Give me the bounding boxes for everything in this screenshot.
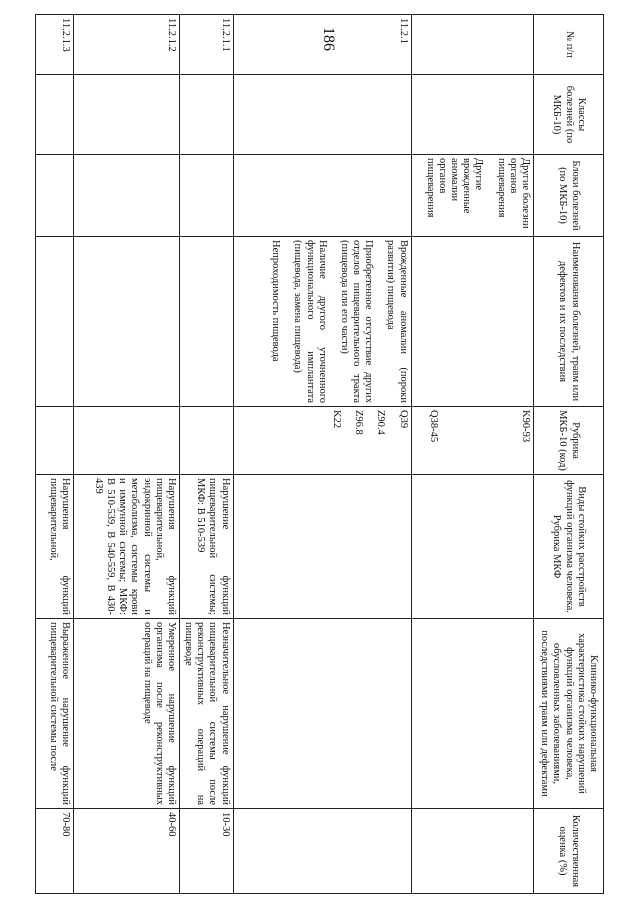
cell-num: 11.2.1.2 xyxy=(73,15,179,75)
header-rubric: Рубрика МКБ-10 (код) xyxy=(534,407,604,475)
block-name: Другие врожденные аномалии органов пищеварения xyxy=(424,158,485,218)
cell-num: 11.2.1.3 xyxy=(35,15,73,75)
cell-names xyxy=(233,237,411,407)
classification-table xyxy=(35,14,604,894)
cell-characteristic xyxy=(233,619,411,809)
cell-num xyxy=(411,15,533,75)
cell-names xyxy=(411,237,533,407)
table-row xyxy=(411,15,533,894)
rubric-code: Z96.8 xyxy=(353,410,365,435)
cell-blocks xyxy=(73,155,179,237)
cell-percent: 10-30 xyxy=(179,809,233,894)
rubric-code: Z90.4 xyxy=(375,410,387,435)
cell-classes xyxy=(233,75,411,155)
cell-blocks xyxy=(179,155,233,237)
cell-percent: 40-60 xyxy=(73,809,179,894)
header-row xyxy=(534,15,604,894)
cell-rubric xyxy=(35,407,73,475)
rubric-code: K90-93 xyxy=(520,410,531,443)
disease-name: Непроходимость пищевода xyxy=(270,240,282,362)
cell-classes xyxy=(35,75,73,155)
table-row xyxy=(233,15,411,894)
header-blocks: Блоки болезней (по МКБ-10) xyxy=(534,155,604,237)
cell-rubric xyxy=(179,407,233,475)
page-number: 186 xyxy=(320,27,337,51)
cell-characteristic xyxy=(411,619,533,809)
rubric-code: Q39 xyxy=(397,410,409,429)
cell-percent xyxy=(411,809,533,894)
table-row xyxy=(35,15,73,894)
header-types: Виды стойких расстройств функций организма человека. Рубрика МКФ xyxy=(534,475,604,619)
disease-name: Приобретенное отсутствие других отделов пищеварительного тракта (пищевода или его части) xyxy=(338,240,375,403)
cell-types xyxy=(233,475,411,619)
header-classes: Классы болезней (по МКБ-10) xyxy=(534,75,604,155)
cell-percent: 70-80 xyxy=(35,809,73,894)
cell-names xyxy=(179,237,233,407)
cell-percent xyxy=(233,809,411,894)
cell-characteristic: Умеренное нарушение функций организма после реконструктивных операций на пищеводе xyxy=(73,619,179,809)
cell-rubric xyxy=(233,407,411,475)
cell-classes xyxy=(411,75,533,155)
table-row xyxy=(179,15,233,894)
rotated-page-content xyxy=(47,14,604,893)
cell-types xyxy=(411,475,533,619)
cell-blocks xyxy=(233,155,411,237)
header-names: Наименования болезней, травм или дефектов и их последствия xyxy=(534,237,604,407)
cell-classes xyxy=(179,75,233,155)
cell-num: 11.2.1.1 xyxy=(179,15,233,75)
cell-classes xyxy=(73,75,179,155)
disease-name: Врожденные аномалии (пороки развития) пищевода xyxy=(385,240,409,403)
header-percent: Количественная оценка (%) xyxy=(534,809,604,894)
cell-characteristic: Выраженное нарушение функций пищеварительной системы после xyxy=(35,619,73,809)
cell-rubric xyxy=(73,407,179,475)
header-num: № п/п xyxy=(534,15,604,75)
cell-characteristic: Незначительное нарушение функций пищеварительной системы после реконструктивных операций на пищеводе xyxy=(179,619,233,809)
block-name: Другие болезни органов пищеварения xyxy=(495,158,531,229)
cell-types: Нарушение функций пищеварительной системы; МКФ: В 510-539 xyxy=(179,475,233,619)
cell-num: 11.2.1 xyxy=(233,15,411,75)
cell-names xyxy=(73,237,179,407)
header-characteristic: Клинико-функциональная характеристика стойких нарушений функций организма человека, обусловленных заболеваниями, последствиями травм или дефектами xyxy=(534,619,604,809)
cell-blocks xyxy=(35,155,73,237)
cell-types: Нарушения функций пищеварительной, эндокринной системы и метаболизма, системы крови и иммунной системы; МКФ: В 510-539, В 540-559, В 430-439 xyxy=(73,475,179,619)
cell-names xyxy=(35,237,73,407)
cell-blocks xyxy=(411,155,533,237)
rubric-code: Q38-45 xyxy=(427,410,439,443)
table-row xyxy=(73,15,179,894)
disease-name: Наличие другого уточненного функционального имплантата (пищевода, замена пищевода) xyxy=(292,240,328,403)
rubric-code: K22 xyxy=(331,410,343,429)
cell-rubric xyxy=(411,407,533,475)
cell-types: Нарушения функций пищеварительной, xyxy=(35,475,73,619)
